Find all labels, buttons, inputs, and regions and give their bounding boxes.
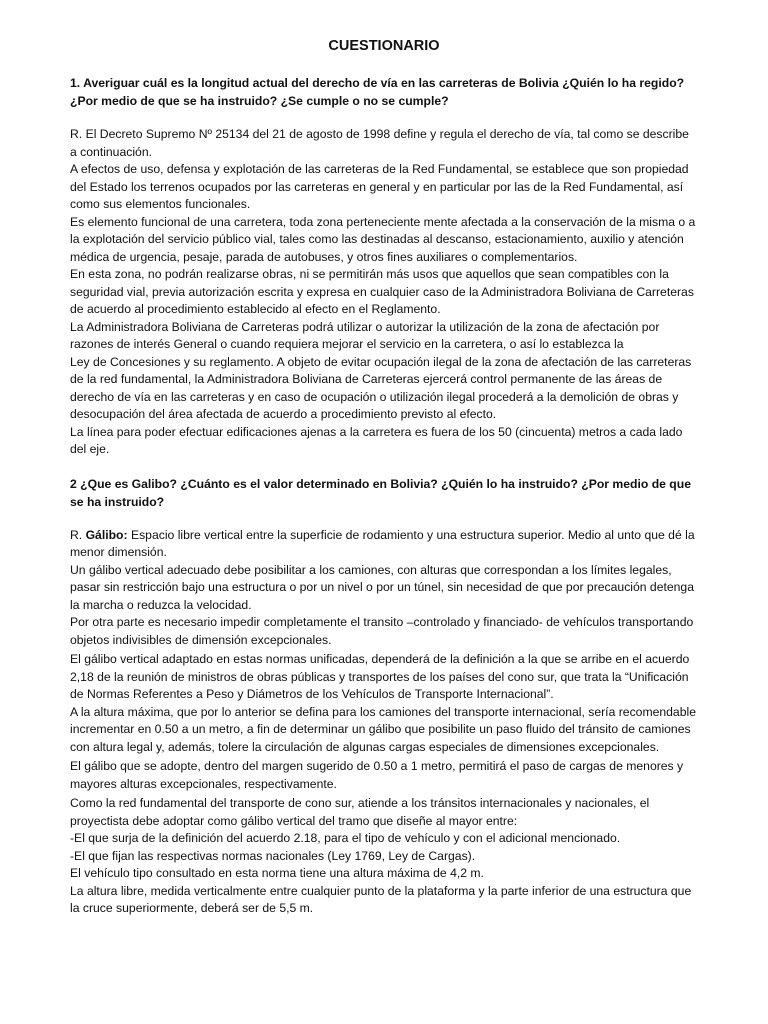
answer-1-paragraph: A efectos de uso, defensa y explotación de las carreteras de la Red Fundamental, se establece que son propiedad del Estado los terrenos ocupados por las carreteras en general y en particular por las de la Red Fundamental, así como sus elementos funcionales. [70,162,689,211]
answer-1-paragraph: En esta zona, no podrán realizarse obras, ni se permitirán más usos que aquellos que sean compatibles con la seguridad vial, previa autorización escrita y expresa en cualquier caso de la Administradora Boliviana de Carreteras de acuerdo al procedimiento establecido al efecto en el Reglamento. [70,267,694,316]
answer-2-paragraph: La altura libre, medida verticalmente entre cualquier punto de la plataforma y la parte inferior de una estructura que la cruce superiormente, deberá ser de 5,5 m. [70,883,692,915]
answer-2-paragraph: Por otra parte es necesario impedir completamente el transito –controlado y financiado- de vehículos transportando objetos indivisibles de dimensión excepcionales. [70,615,694,647]
answer-2-paragraph: Un gálibo vertical adecuado debe posibilitar a los camiones, con alturas que correspondan a los límites legales, pasar sin restricción bajo una estructura o por un nivel o por un túnel, sin necesidad de que por precaución detenga la marcha o reduzca la velocidad. [70,562,694,612]
answer-2 [70,527,698,918]
question-1: 1. Averiguar cuál es la longitud actual del derecho de vía en las carreteras de Bolivia ¿Quién lo ha regido? ¿Por medio de que se ha instruido? ¿Se cumple o no se cumple? [70,76,685,108]
answer-1-paragraph: Es elemento funcional de una carretera, toda zona perteneciente mente afectada a la conservación de la misma o a la explotación del servicio público vial, tales como las destinadas al descanso, estacionamiento, auxilio y atención médica de urgencia, pesaje, parada de autobuses, y otros fines auxiliares o complementarios. [70,214,696,264]
answer-2-paragraph: El gálibo vertical adaptado en estas normas unificadas, dependerá de la definición a la que se arribe en el acuerdo 2,18 de la reunión de ministros de obras públicas y transportes de los países del cono sur, que trata la “Unificación de Normas Referentes a Peso y Diámetros de los Vehículos de Transporte Internacional”. [70,652,690,701]
answer-2-paragraph: El vehículo tipo consultado en esta norma tiene una altura máxima de 4,2 m. [70,866,484,880]
answer-2-paragraph: -El que fijan las respectivas normas nacionales (Ley 1769, Ley de Cargas). [70,848,476,863]
answer-1-paragraph: Ley de Concesiones y su reglamento. A objeto de evitar ocupación ilegal de la zona de afectación de las carreteras de la red fundamental, la Administradora Boliviana de Carreteras ejercerá control permanente de las áreas de derecho de vía en las carreteras y en caso de ocupación o utilización ilegal procederá a la demolición de obras y desocupación del área afectada de acuerdo a procedimiento previsto al efecto. [70,354,692,421]
answer-2-paragraph: -El que surja de la definición del acuerdo 2.18, para el tipo de vehículo y con el adicional mencionado. [70,831,621,845]
answer-2-lead [70,527,698,562]
answer-1 [70,126,698,459]
answer-1-paragraph: R. El Decreto Supremo Nº 25134 del 21 de agosto de 1998 define y regula el derecho de vía, tal como se describe a continuación. [70,127,689,159]
answer-2-paragraph: Como la red fundamental del transporte de cono sur, atiende a los tránsitos internacionales y nacionales, el proyectista debe adoptar como gálibo vertical del tramo que diseñe al mayor entre: [70,796,650,828]
document-title: CUESTIONARIO [328,38,440,54]
answer-1-paragraph: La Administradora Boliviana de Carreteras podrá utilizar o autorizar la utilización de la zona de afectación por razones de interés General o cuando requiera mejorar el servicio en la carretera, o así lo establezca la [70,319,660,351]
answer-2-paragraph: El gálibo que se adopte, dentro del margen sugerido de 0.50 a 1 metro, permitirá el paso de cargas de menores y mayores alturas excepcionales, respectivamente. [70,759,684,791]
answer-2-lead-text: Espacio libre vertical entre la superficie de rodamiento y una estructura superior. Medio al unto que dé la menor dimensión. [70,527,695,559]
answer-1-paragraph: La línea para poder efectuar edificaciones ajenas a la carretera es fuera de los 50 (cincuenta) metros a cada lado del eje. [70,424,683,456]
answer-2-lead-prefix: R. [70,527,86,542]
answer-2-paragraph: A la altura máxima, que por lo anterior se defina para los camiones del transporte internacional, sería recomendable incrementar en 0.50 a un metro, a fin de determinar un gálibo que posibilite un paso fluido del tránsito de camiones con altura legal y, además, tolere la circulación de algunas cargas especiales de dimensiones excepcionales. [70,704,696,754]
question-2: 2 ¿Que es Galibo? ¿Cuánto es el valor determinado en Bolivia? ¿Quién lo ha instruido? ¿Por medio de que se ha instruido? [70,476,691,509]
answer-2-lead-term: Gálibo: [85,527,128,542]
